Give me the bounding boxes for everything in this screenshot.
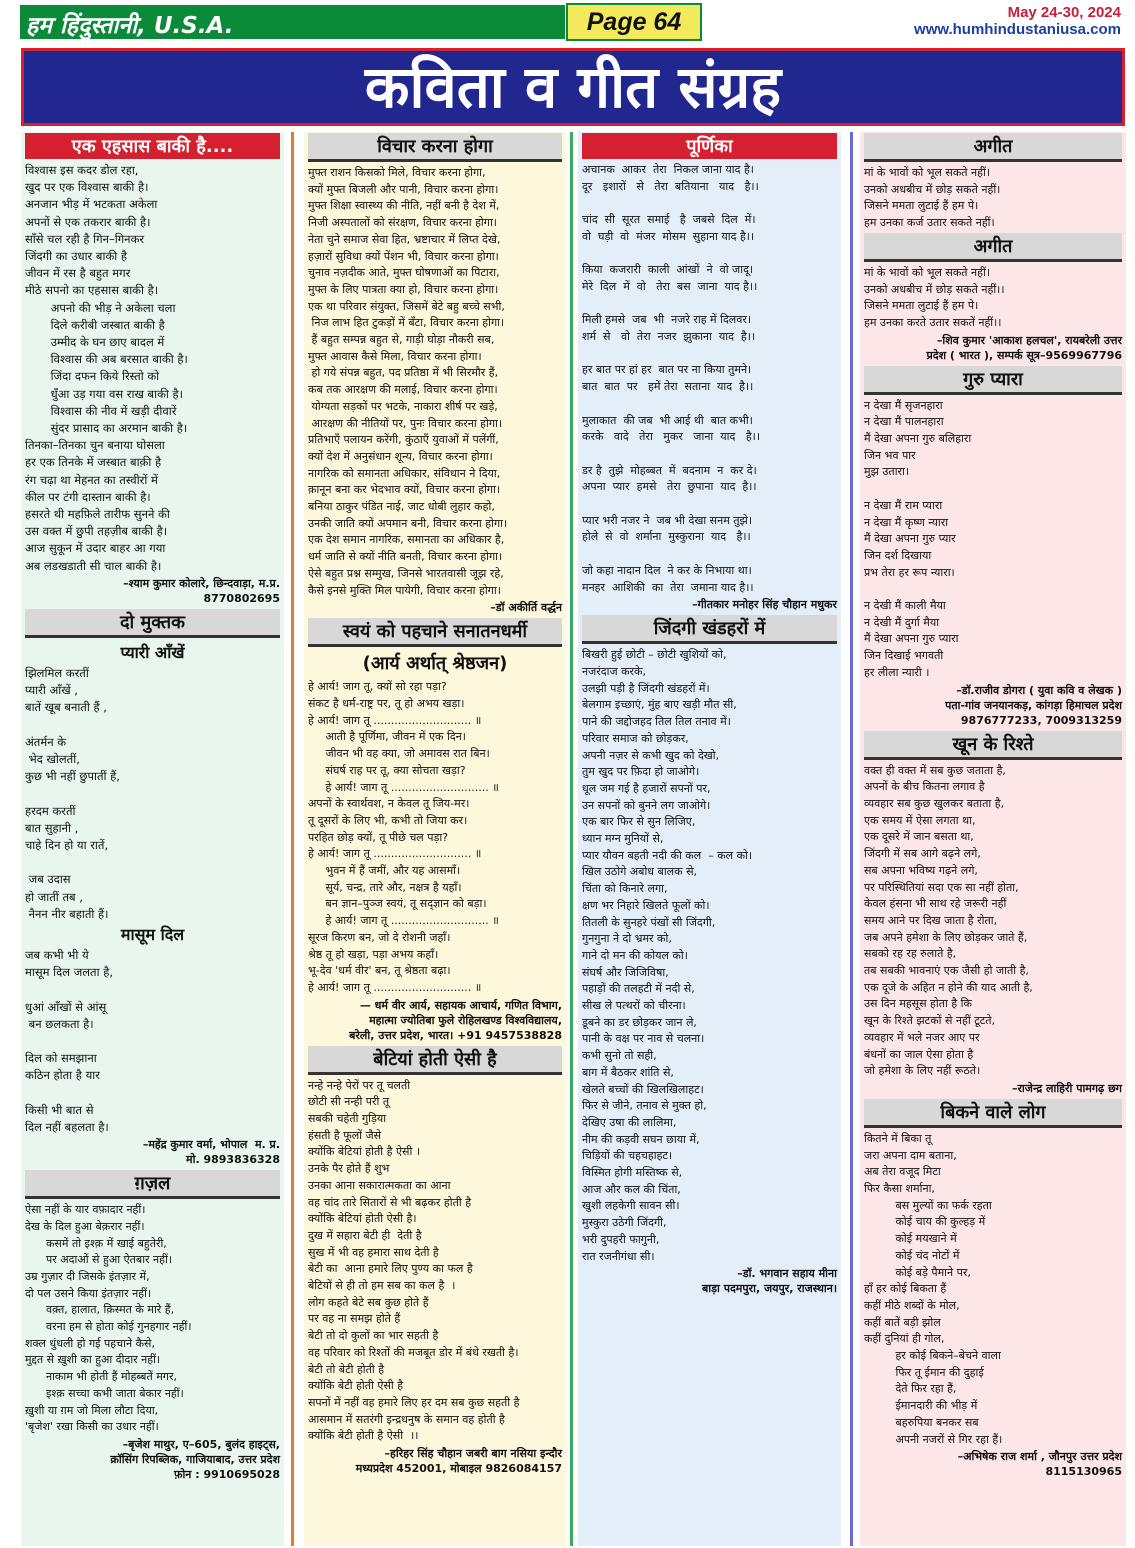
poem-title: विचार करना होगा [308, 133, 562, 162]
poem-title: गुरु प्यारा [864, 366, 1122, 395]
paper-name: हम हिंदुस्तानी, U.S.A. [20, 5, 565, 39]
poem-credit: –श्याम कुमार कोलारे, छिन्दवाड़ा, म.प्र. 8770802695 [123, 576, 280, 605]
poem-title-sub: (आर्य अर्थात् श्रेष्ठजन) [362, 653, 508, 675]
column-divider [291, 132, 294, 1546]
poem-body: मां के भावों को भूल सकते नहीं। उनको अधबीच में छोड़ सकते नहीं।। जिसने ममता लुटाई हैं हम पे। हम उनका करते उतार सकतें नहीं।। [864, 265, 1005, 329]
poem-title: बिकने वाले लोग [864, 1099, 1122, 1128]
poem-body: कितने में बिका तू जरा अपना दाम बताना, अब तेरा वजूद मिटा फिर कैसा शर्माना, बस मुल्यों का फर्क रहता कोई चाय की कुल्हड़ में कोई मयखाने में कोई चंद नोटों में कोई बड़े पैमाने पर, हाँ हर कोई बिकता हैं कहीं मीठे शब्दों के मोल, कहीं बातें बड़ी झोल कहीं दुनियां ही गोल, हर कोई बिकने–बेचने वाला फिर तू ईमान की दुहाई देते फिर रहा हैं, ईमानदारी की भीड़ में बहरुपिया बनकर सब अपनी नजरों से गिर रहा हैं। [864, 1131, 1003, 1446]
poem-credit: –अभिषेक राज शर्मा , जौनपुर उत्तर प्रदेश 8115130965 [957, 1450, 1122, 1479]
poem-subtitle: मासूम दिल [120, 924, 185, 944]
poem-body: न देखा मैं सृजनहारा न देखा मैं पालनहारा मैं देखा अपना गुरु बलिहारा जिन भव पार मुझ उतारा। न देखा मैं राम प्यारा न देखा मैं कृष्ण न्यारा मैं देखा अपना गुरु प्यार जिन दर्श दिखाया प्रभ तेरा हर रूप न्यारा। न देखी मैं काली मैया न देखी मैं दुर्गा मैया मैं देखा अपना गुरु प्यारा जिन दिखाई भगवती हर लीला न्यारी । [864, 398, 972, 679]
page-number: Page 64 [566, 3, 702, 41]
poem-credit: –राजेन्द्र लाहिरी पामगढ़ छग [1011, 1081, 1122, 1095]
poem-credit: –शिव कुमार 'आकाश हलचल', रायबरेली उत्तर प्रदेश ( भारत ), सम्पर्क सूत्र–9569967796 [926, 333, 1122, 362]
poem-body: नन्हे नन्हे पेरों पर तू चलती छोटी सी नन्ही परी तू सबकी चहेती गुड़िया हंसती है फूलों जैसे क्योंकि बेटियां होती है ऐसी । उनके पैर होते हैं शुभ उनका आना सकारात्मकता का आना वह चांद तारे सितारों से भी बढ़कर होती है क्योंकि बेटियां होती ऐसी है। दुख में सहारा बेटी ही देती है सुख में भी वह हमारा साथ देती है बेटी का आना हमारे लिए पुण्य का फल है बेटियों से ही तो हम सब का कल है । लोग कहते बेटे सब कुछ होते हैं पर वह ना समझ होते हैं बेटी तो दो कुलों का भार सहती है वह परिवार को रिश्तों की मजबूत डोर में बंधे रखती है। बेटी तो बेटी होती है क्योंकि बेटी होती ऐसी है सपनों में नहीं वह हमारे लिए हर दम सब कुछ सहती है आसमान में सतरंगी इन्द्रधनुष के समान वह होती है क्योंकि बेटी होती है ऐसी ।। [308, 1078, 520, 1443]
poem-title: पूर्णिका [582, 133, 837, 159]
poem-title: अगीत [864, 233, 1122, 262]
poem-title: खून के रिश्ते [864, 731, 1122, 760]
poem-credit: — धर्म वीर आर्य, सहायक आचार्य, गणित विभाग, महात्मा ज्योतिबा फुले रोहिलखण्ड विश्वविद्यालय, बरेली, उत्तर प्रदेश, भारत। +91 9457538828 [349, 998, 562, 1042]
section-banner: कविता व गीत संग्रह [21, 48, 1125, 126]
poem-title: बेटियां होती ऐसी है [308, 1046, 562, 1075]
poem-body: जब कभी भी ये मासूम दिल जलता है, धुआं आँखों से आंसू बन छलकता है। दिल को समझाना कठिन होता है यार किसी भी बात से दिल नहीं बहलता है। [25, 947, 113, 1134]
poem-credit: –डॉ. भगवान सहाय मीना बाड़ा पदमपुरा, जयपुर, राजस्थान। [702, 1267, 837, 1296]
poem-title: एक एहसास बाकी है.... [25, 133, 280, 159]
poem-body: विश्वास इस कदर डोल रहा, खुद पर एक विश्वास बाकी है। अनजान भीड़ में भटकता अकेला अपनों से एक तकरार बाकी है। साँसे चल रही है गिन–गिनकर जिंदगी का उधार बाकी है जीवन में रस है बहुत मगर मीठे सपनो का एहसास बाकी है। अपनो की भीड़ ने अकेला चला दिले करीबी जस्बात बाकी है उम्मीद के घन छाए बादल में विश्वास की अब बरसात बाकी है। जिंदा दफन किये रिस्तो को धुँआ उड़ गया वस राख बाकी है। विश्वास की नीव में खड़ी दीवारें सुंदर प्रासाद का अरमान बाकी है। तिनका–तिनका चुन बनाया घोसला हर एक तिनके में जस्बात बाक़ी है रंग चढ़ा था मेहनत का तस्वीरों में कील पर टंगी दास्तान बाकी है। हसरते थी महफ़िले तारीफ सुनने की उस वक्त में छुपी तहज़ीब बाकी है। आज सुकून में उदार बाहर आ गया अब लडखडाती सी चाल बाकी है। [25, 163, 188, 573]
column-divider [850, 132, 853, 1546]
poem-body: मुफ्त राशन किसको मिले, विचार करना होगा, क्यों मुफ्त बिजली और पानी, विचार करना होगा। मुफ्त शिक्षा स्वास्थ्य की नीति, नहीं बनी है देश में, निजी अस्पतालों को संरक्षण, विचार करना होगा। नेता चुने समाज सेवा हित, भ्रष्टाचार में लिप्त देखे, हज़ारों सुविधा क्यों पेंशन भी, विचार करना होगा। चुनाव नज़दीक आते, मुफ्त घोषणाओं का पिटारा, मुफ्त के लिए पात्रता क्या हो, विचार करना होगा। एक था परिवार संयुक्त, जिसमें बेटे बहु बच्चे सभी, निज लाभ हित टुकड़ों में बँटा, विचार करना होगा। हैं बहुत सम्पन्न बहुत से, गाड़ी घोड़ा नौकरी सब, मुफ्त आवास कैसे मिला, विचार करना होगा। हो गये संपन्न बहुत, पद प्रतिष्ठा में भी सिरमौर हैं, कब तक आरक्षण की मलाई, विचार करना होगा। योग्यता सड़कों पर भटके, नाकारा शीर्ष पर खड़े, आरक्षण की नीतियों पर, पुनः विचार करना होगा। प्रतिभाएँ पलायन करेंगी, कुंठाएँ युवाओं में पलेंगीं, क्यों देश में अनुसंधान शून्य, विचार करना होगा। नागरिक को समानता अधिकार, संविधान ने दिया, क़ानून बना कर भेदभाव क्यों, विचार करना होगा। बनिया ठाकुर पंडित नाई, जाट धोबी लुहार कहो, उनकी जाति क्यों अपमान बनी, विचार करना होगा। एक देश समान नागरिक, समानता का अधिकार है, धर्म जाति से क्यों नीति बनती, विचार करना होगा। ऐसे बहुत प्रश्न सम्मुख, जिनसे भारतवासी जूझ रहे, कैसे इनसे मुक्ति मिल पायेगी, विचार करना होगा। [308, 166, 508, 597]
poem-body: हे आर्य! जाग तू, क्यों सो रहा पड़ा? संकट है धर्म-राष्ट्र पर, तू हो अभय खड़ा। हे आर्य! जाग तू ............................ ॥ आती है पूर्णिमा, जीवन में एक दिन। जीवन भी वह क्या, जो अमावस रात बिन। संघर्ष राह पर तू, क्या सोचता खड़ा? हे आर्य! जाग तू ............................ ॥ अपनों के स्वार्थवश, न केवल तू जिय-मर। तू दूसरों के लिए भी, कभी तो जिया कर। परहित छोड़ क्यों, तू पीछे चल पड़ा? हे आर्य! जाग तू ............................ ॥ भुवन में हैं जमीं, और यह आसमाँ। सूर्य, चन्द्र, तारे और, नक्षत्र है यहाँ। बन ज्ञान–पुञ्ज स्वयं, तू सद्ज्ञान को बड़ा। हे आर्य! जाग तू ............................ ॥ सूरज किरण बन, जो दे रोशनी जहाँ। श्रेष्ठ तू हो खड़ा, पड़ा अभय कहाँ। भू-देव 'धर्म वीर' बन, तू श्रेष्ठता बढ़ा। हे आर्य! जाग तू ............................ ॥ [308, 680, 499, 994]
poem-credit: –महेंद्र कुमार वर्मा, भोपाल म. प्र. मो. 9893836328 [142, 1138, 280, 1167]
poem-credit: –डॉ अकीर्ति वर्द्धन [490, 601, 562, 615]
poem-subtitle: प्यारी आँखें [120, 642, 185, 662]
column-2 [304, 132, 566, 1546]
poem-body: वक्त ही वक्त में सब कुछ जताता है, अपनों के बीच कितना लगाव है व्यवहार सब कुछ खुलकर बताता है, एक समय में ऐसा लगता था, एक दूसरे में जान बसता था, जिंदगी में सब आगे बढ़ने लगे, सब अपना भविष्य गढ़ने लगे, पर परिस्थितियां सदा एक सा नहीं होता, केवल हंसना भी साथ रहे जरूरी नहीं समय आने पर दिख जाता है रोता, जब अपने हमेशा के लिए छोड़कर जाते हैं, सबको रह रह रुलाते है, तब सबकी भावनाएं एक जैसी हो जाती है, एक दूजे के अहित न होने की याद आती है, उस दिन महसूस होता है कि खून के रिश्ते झटकों से नहीं टूटते, व्यवहार में भले नजर आए पर बंधनों का जाल ऐसा होता है जो हमेशा के लिए नहीं रूठते। [864, 763, 1033, 1078]
poem-body: अचानक आकर तेरा निकल जाना याद है। दूर इशारों से तेरा बतियाना याद है।। चांद सी सूरत समाई है जबसे दिल में। वो घड़ी वो मंजर मोसम सुहाना याद है।। किया कजरारी काली आंखों ने वो जादू। मेरे दिल में वो तेरा बस जाना याद है।। मिली हमसे जब भी नजरे राह में दिलवर। शर्म से वो तेरा नजर झुकाना याद है।। हर बात पर हां हर बात पर ना किया तुमने। बात बात पर हमें तेरा सताना याद है।। मुलाकात की जब भी आई थी बात कभी। करके वादे तेरा मुकर जाना याद है।। डर है तुझे मोहब्बत में बदनाम न कर दे। अपना प्यार हमसे तेरा छुपाना याद है।। प्यार भरी नजर ने जब भी देखा सनम तुझे। होले से वो शर्माना मुस्कुराना याद है।। जो कहा नादान दिल ने कर के निभाया था। मनहर आशिकी का तेरा जमाना याद है।। [582, 163, 760, 594]
poem-title: दो मुक्तक [25, 609, 280, 638]
poem-title: स्वयं को पहचाने सनातनधर्मी [308, 618, 562, 647]
poem-body: मां के भावों को भूल सकते नहीं। उनको अधबीच में छोड़ सकते नहीं। जिसने ममता लुटाई हैं हम पे। हम उनका कर्ज उतार सकते नहीं। [864, 166, 1001, 230]
page-header [0, 0, 1135, 44]
poem-title: ग़ज़ल [25, 1170, 280, 1199]
column-4 [860, 132, 1126, 1546]
poem-credit: –डॉ.राजीव डोगरा ( युवा कवि व लेखक ) पता-गांव जनयानकड़, कांगड़ा हिमाचल प्रदेश 9876777233, 7009313259 [945, 683, 1122, 727]
poem-body: ऐसा नहीं के यार वफ़ादार नहीं। देख के दिल हुआ बेक़रार नहीं। कसमें तो इश्क़ में खाई बहुतेरी, पर अदाओं से हुआ ऐतबार नहीं। उम्र गुज़ार दी जिसके इंतज़ार में, दो पल उसने किया इंतज़ार नहीं। वक़्त, हालात, क़िस्मत के मारे हैं, वरना हम से होता कोई गुनहगार नहीं। शक्ल धुंधली हो गई पहचाने कैसे, मुद्दत से ख़ुशी का हुआ दीदार नहीं। नाकाम भी होती हैं मोहब्बतें मगर, इश्क़ सच्चा कभी जाता बेकार नहीं। ख़ुशी या ग़म जो मिला लौटा दिया, 'बृजेश' रखा किसी का उधार नहीं। [25, 1203, 192, 1434]
poem-credit: –हरिहर सिंह चौहान जबरी बाग नसिया इन्दौर मध्यप्रदेश 452001, मोबाइल 9826084157 [355, 1447, 562, 1476]
column-3 [578, 132, 841, 1546]
poem-title: जिंदगी खंडहरों में [582, 615, 837, 644]
poem-body: झिलमिल करतीं प्यारी आँखें , बातें खूब बनाती हैं , अंतर्मन के भेद खोलतीं, कुछ भी नहीं छुपातीं हैं, हरदम करतीं बात सुहानी , चाहे दिन हो या रातें, जब उदास हो जातीं तब , नैनन नीर बहाती हैं। [25, 665, 120, 921]
website-link[interactable]: www.humhindustaniusa.com [914, 21, 1121, 38]
column-1 [21, 132, 284, 1546]
poem-title: अगीत [864, 133, 1122, 162]
column-divider [570, 132, 573, 1546]
poem-body: बिखरी हुई छोटी – छोटी खुशियों को, नजरंदाज करके, उलझी पड़ी है जिंदगी खंडहरों में। बेलगाम इच्छाएं, मुंह बाए खड़ी मौत सी, पाने की जद्दोजहद तिल तिल तनाव में। परिवार समाज को छोड़कर, अपनी नज़र से कभी खुद को देखो, तुम खुद पर फ़िदा हो जाओगे। धूल जम गई है हजारों सपनों पर, उन सपनों को बुनने लग जाओगे। एक बार फिर से सुन लिजिए, ध्यान मग्न मुनियों से, प्यार यौवन बहती नदी की कल – कल को। खिल उठोगे अबोध बालक से, चिंता को किनारे लगा, क्षण भर निहारे खिलते फूलों को। तितली के सुनहरे पंखों सी जिंदगी, गुनगुना ने दो भ्रमर को, गाने दो मन की कोयल को। संघर्ष और जिजिविषा, पहाड़ों की तलहटी में नदी से, सीख ले पत्थरों को चीरना। डूबने का डर छोड़कर जान ले, पानी के वक्ष पर नाव से चलना। कभी सुनो तो सही, बाग में बैठकर शांति से, खेलते बच्चों की खिलखिलाहट। फिर से जीने, तनाव से मुक्त हो, देखिए उषा की लालिमा, नीम की कड़वी सघन छाया में, चिड़ियों की चहचहाहट। विस्मित होगी मस्तिष्क से, आज और कल की चिंता, खुशी लहकेगी सावन सी। मुस्कुरा उठेगी जिंदगी, भरी दुपहरी फागुनी, रात रजनीगंधा सी। [582, 648, 753, 1263]
poem-credit: –बृजेश माथुर, ए–605, बुलंद हाइट्स, क्रॉसिंग रिपब्लिक, गाजियाबाद, उत्तर प्रदेश फ़ोन : 9910695028 [110, 1438, 280, 1481]
poem-credit: –गीतकार मनोहर सिंह चौहान मधुकर [692, 598, 837, 612]
issue-date: May 24-30, 2024 [1007, 4, 1121, 21]
